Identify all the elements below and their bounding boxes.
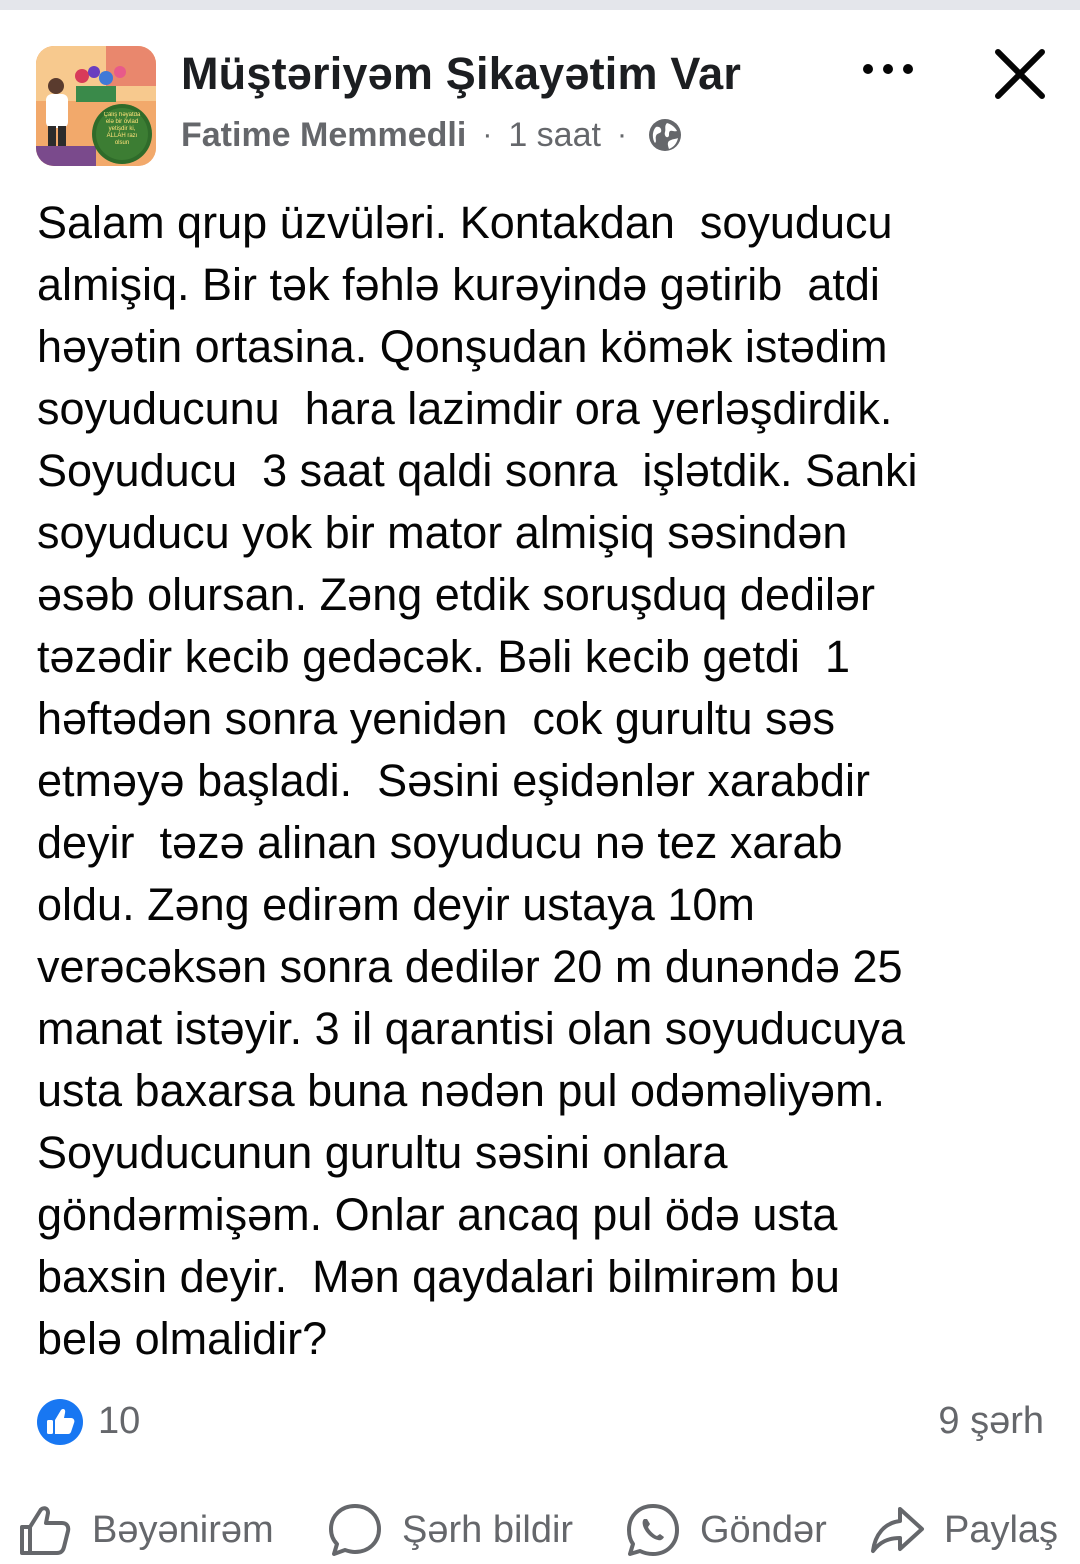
- thumbs-up-icon: [16, 1501, 74, 1559]
- action-bar: [0, 1496, 1080, 1564]
- post-text-line: verəcəksən sonra dedilər 20 m dunəndə 25: [37, 941, 903, 992]
- whatsapp-icon: [624, 1501, 682, 1559]
- share-button[interactable]: [868, 1496, 1058, 1564]
- post-text-line: həftədən sonra yenidən cok gurultu səs: [37, 693, 836, 744]
- post-text-line: Soyuducu 3 saat qaldi sonra işlətdik. Sanki: [37, 445, 918, 496]
- send-button[interactable]: [624, 1496, 827, 1564]
- post-text-line: usta baxarsa buna nədən pul odəməliyəm.: [37, 1065, 886, 1116]
- post-header: [0, 40, 1080, 170]
- post-text-line: təzədir kecib gedəcək. Bəli kecib getdi 1: [37, 631, 850, 682]
- like-label: Bəyənirəm: [92, 1508, 274, 1551]
- group-name[interactable]: Müştəriyəm Şikayətim Var: [181, 48, 742, 99]
- post-text-line: almişiq. Bir tək fəhlə kurəyində gətirib atdi: [37, 259, 880, 310]
- more-options-icon[interactable]: [852, 54, 924, 84]
- share-arrow-icon: [868, 1501, 926, 1559]
- author-name[interactable]: Fatime Memmedli: [181, 115, 467, 154]
- send-label: Göndər: [700, 1508, 827, 1551]
- post-text-line: deyir təzə alinan soyuducu nə tez xarab: [37, 817, 843, 868]
- comment-label: Şərh bildir: [402, 1508, 574, 1551]
- comment-button[interactable]: [326, 1496, 573, 1564]
- post-text-line: belə olmalidir?: [37, 1313, 328, 1364]
- post-text-line: həyətin ortasina. Qonşudan kömək istədim: [37, 321, 888, 372]
- post-text-line: əsəb olursan. Zəng etdik soruşduq dedilər: [37, 569, 876, 620]
- close-icon[interactable]: [990, 44, 1050, 104]
- post-text-line: soyuducunu hara lazimdir ora yerləşdirdik.: [37, 383, 893, 434]
- post-text-line: göndərmişəm. Onlar ancaq pul ödə usta: [37, 1189, 838, 1240]
- post-text-line: oldu. Zəng edirəm deyir ustaya 10m: [37, 879, 755, 930]
- reaction-stats: [36, 1394, 1044, 1444]
- top-strip: [0, 0, 1080, 10]
- like-count[interactable]: 10: [98, 1400, 141, 1442]
- comment-count[interactable]: 9 şərh: [938, 1400, 1044, 1442]
- post-text-line: baxsin deyir. Mən qaydalari bilmirəm bu: [37, 1251, 840, 1302]
- like-reaction-icon[interactable]: [36, 1398, 84, 1446]
- post-text-line: soyuducu yok bir mator almişiq səsindən: [37, 507, 848, 558]
- post-meta: [181, 113, 683, 157]
- post-text-line: Salam qrup üzvüləri. Kontakdan soyuducu: [37, 197, 893, 248]
- share-label: Paylaş: [944, 1508, 1059, 1551]
- post-text-line: manat istəyir. 3 il qarantisi olan soyuducuya: [37, 1003, 905, 1054]
- meta-separator: ·: [482, 118, 493, 151]
- group-avatar[interactable]: [36, 46, 156, 166]
- meta-separator: ·: [616, 118, 627, 151]
- like-button[interactable]: [16, 1496, 274, 1564]
- post-time[interactable]: 1 saat: [508, 115, 601, 154]
- post-text-line: etməyə başladi. Səsini eşidənlər xarabdir: [37, 755, 870, 806]
- post-text-line: Soyuducunun gurultu səsini onlara: [37, 1127, 728, 1178]
- globe-icon: [647, 117, 683, 153]
- comment-bubble-icon: [326, 1501, 384, 1559]
- avatar-caption: Çalış həyatda elə bir övlad yetişdir ki, ALLAH razı olsun: [103, 112, 141, 146]
- post-body: [37, 192, 1047, 1370]
